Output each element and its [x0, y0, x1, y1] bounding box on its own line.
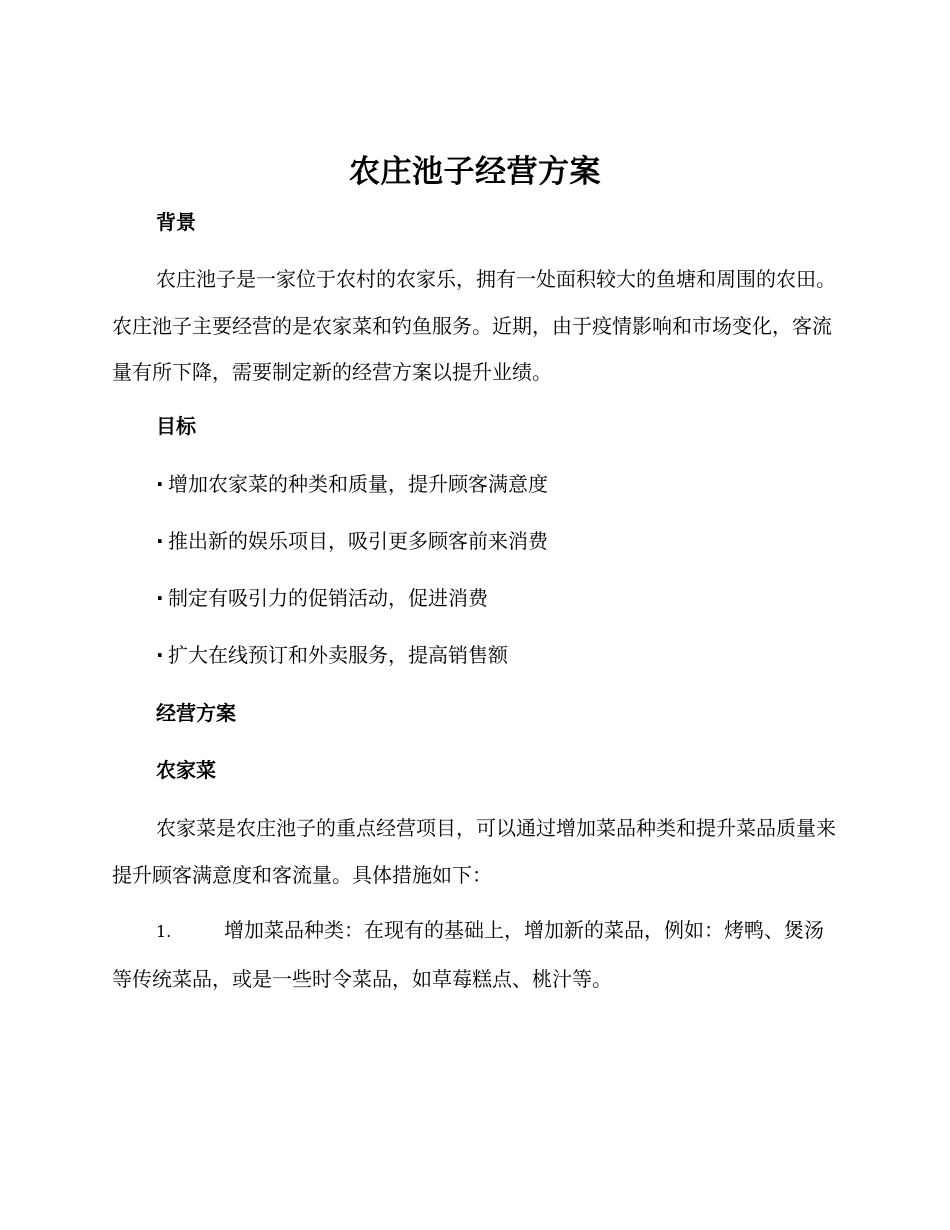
goal-item	[156, 584, 488, 612]
document-title: 农庄池子经营方案	[349, 154, 601, 190]
goal-item	[156, 527, 548, 555]
section-heading-background: 背景	[156, 210, 196, 234]
bullet-marker: ·	[156, 472, 164, 496]
farm-dishes-paragraph: 农家菜是农庄池子的重点经营项目，可以通过增加菜品种类和提升菜品质量来提升顾客满意度和客流量。具体措施如下：	[112, 816, 836, 887]
section-heading-goals: 目标	[156, 414, 196, 438]
bullet-marker: ·	[156, 529, 164, 553]
background-paragraph: 农庄池子是一家位于农村的农家乐，拥有一处面积较大的鱼塘和周围的农田。农庄池子主要经营的是农家菜和钓鱼服务。近期，由于疫情影响和市场变化，客流量有所下降，需要制定新的经营方案以提升业绩。	[112, 267, 836, 384]
goal-item-text: 扩大在线预订和外卖服务，提高销售额	[168, 643, 508, 667]
bullet-marker: ·	[156, 643, 164, 667]
bullet-marker: ·	[156, 586, 164, 610]
goal-item-text: 推出新的娱乐项目，吸引更多顾客前来消费	[168, 529, 548, 553]
section-heading-plan: 经营方案	[156, 701, 236, 725]
goal-item-text: 增加农家菜的种类和质量，提升顾客满意度	[168, 472, 548, 496]
list-item-text: 增加菜品种类：在现有的基础上，增加新的菜品，例如：烤鸭、煲汤等传统菜品，或是一些时令菜品，如草莓糕点、桃汁等。	[112, 918, 824, 991]
subsection-heading-farm-dishes: 农家菜	[156, 758, 216, 782]
goal-item-text: 制定有吸引力的促销活动，促进消费	[168, 586, 488, 610]
goal-item	[156, 470, 548, 498]
goal-item	[156, 641, 508, 669]
numbered-list-item	[112, 907, 836, 1002]
list-item-number: 1.	[156, 922, 172, 941]
